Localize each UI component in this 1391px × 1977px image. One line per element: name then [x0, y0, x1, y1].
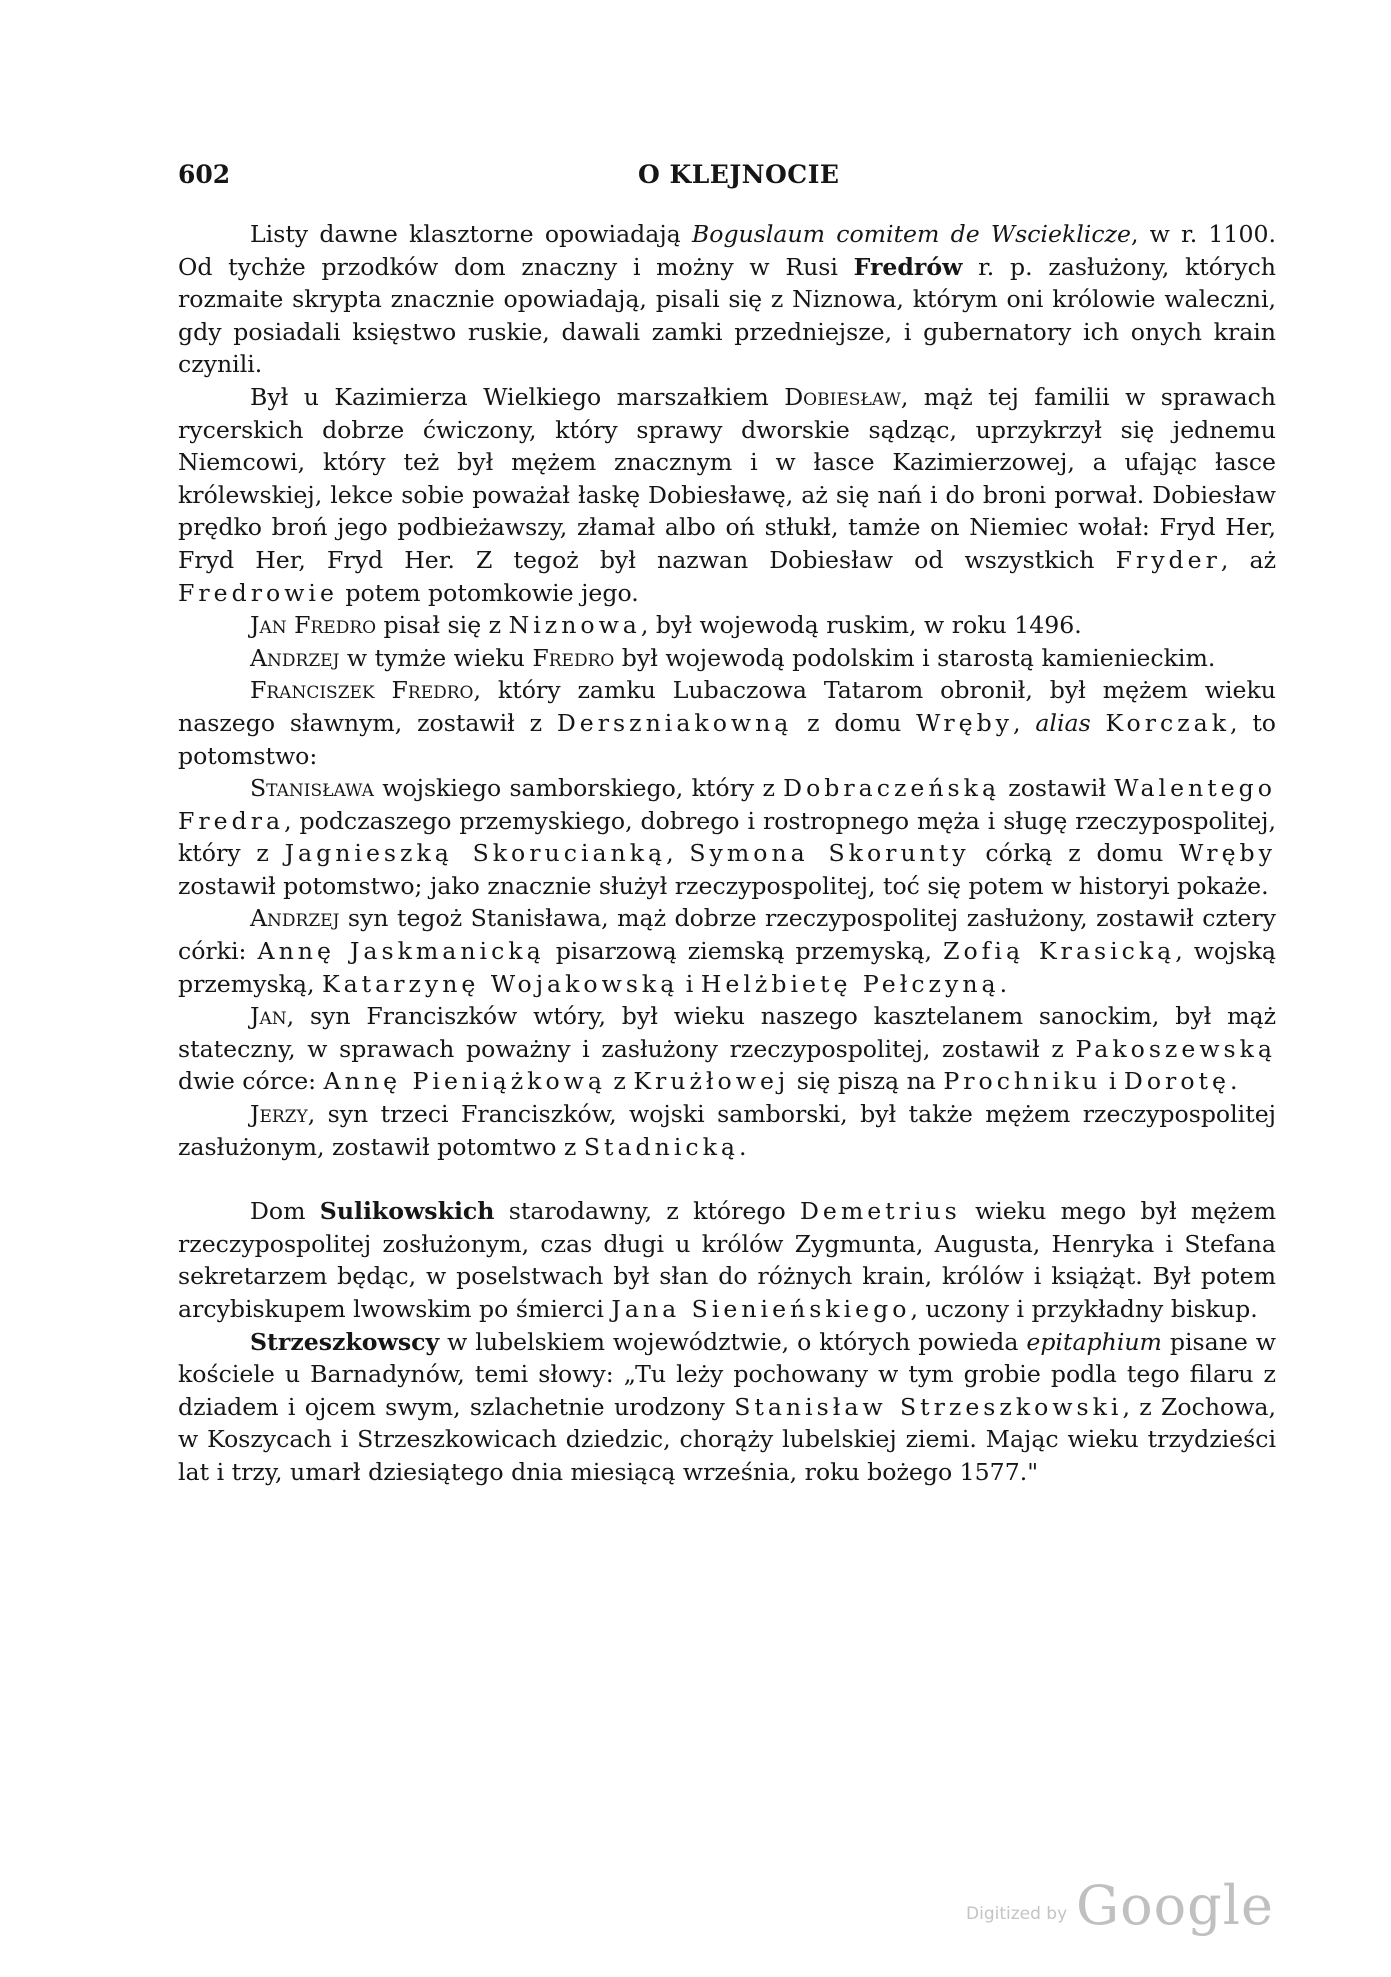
spaced-name: Prochniku — [943, 1067, 1102, 1096]
person-name: Andrzej — [250, 904, 340, 933]
paragraph — [178, 902, 1276, 1000]
family-name: Sulikowskich — [319, 1197, 495, 1226]
person-name: Jan Fredro — [250, 611, 377, 640]
spaced-name: Annę Pieniążkową — [323, 1067, 606, 1096]
spaced-name: Niznowa — [508, 611, 641, 640]
spaced-name: Stadnicką — [583, 1132, 739, 1161]
text-run: z domu — [792, 708, 917, 737]
text-run: wieku mego był mężem rzeczypospolitej zosłużonym, czas długi u królów Zygmunta, Augusta, Henryka i Stefana sekretarzem będąc, w poselstwach był słan do różnych krain, królów i książąt. Był potem arcybiskupem lwowskim po śmierci — [178, 1197, 1276, 1323]
spaced-name: Derszniakowną — [556, 708, 793, 737]
text-run: , który zamku Lubaczowa Tatarom obronił, był mężem wieku naszego sławnym, zostawił z — [178, 676, 1277, 737]
paragraph — [178, 642, 1276, 675]
text-run: starodawny, z którego — [494, 1197, 800, 1226]
family-name: Fredrów — [853, 252, 963, 281]
text-run: i — [1101, 1067, 1124, 1096]
text-run: , wojską przemyską, — [178, 937, 1276, 998]
text-run: Dom — [250, 1197, 320, 1226]
text-run: , mąż tej familii w sprawach rycerskich dobrze ćwiczony, który sprawy dworskie sądząc, uprzykrzył się jednemu Niemcowi, który też był mężem znacznym i w łasce Kazimierzowej, a ufając łasce królewskiej, lekce sobie poważał łaskę Dobiesławę, aż się nań i do broni porwał. Dobiesław prędko broń jego podbieżawszy, złamał albo oń stłukł, tamże on Niemiec wołał: Fryd Her, Fryd Her, Fryd Her. Z tegoż był nazwan Dobiesław od wszystkich — [178, 382, 1276, 574]
family-name: Strzeszkowscy — [250, 1327, 440, 1356]
text-run: Był u Kazimierza Wielkiego marszałkiem — [250, 382, 785, 411]
spaced-name: Walentego Fredra — [178, 774, 1276, 835]
body-text — [178, 218, 1276, 1489]
text-run: , — [1013, 708, 1036, 737]
page-header — [178, 160, 1278, 196]
paragraph — [178, 381, 1276, 609]
person-name: Jerzy — [250, 1100, 308, 1129]
spaced-name: Korczak — [1105, 708, 1230, 737]
spaced-name: Fryder — [1115, 545, 1221, 574]
person-name: Franciszek Fredro — [250, 676, 474, 705]
spaced-name: Wręby — [916, 708, 1014, 737]
person-name: Dobiesław — [784, 382, 901, 411]
person-name: Jan — [250, 1002, 287, 1031]
text-run: pisarzową ziemską przemyską, — [544, 937, 944, 966]
spaced-name: Zofią Krasicką — [943, 937, 1176, 966]
spaced-name: Dorotę — [1123, 1067, 1230, 1096]
spaced-name: Pakoszewską — [1075, 1034, 1276, 1063]
spaced-name: Fredrowie — [178, 578, 338, 607]
italic-phrase: alias — [1035, 708, 1091, 737]
text-run: się piszą na — [789, 1067, 944, 1096]
text-run: , syn Franciszków wtóry, był wieku naszego kasztelanem sanockim, był mąż stateczny, w sprawach poważny i zasłużony rzeczypospolitej, zostawił z — [178, 1002, 1276, 1063]
running-head: O KLEJNOCIE — [638, 160, 840, 189]
text-run — [1091, 709, 1106, 737]
spaced-name: Jana Sienieńskiego — [611, 1295, 911, 1323]
text-run: syn tegoż Stanisława, mąż dobrze rzeczypospolitej zasłużony, zostawił cztery córki: — [178, 904, 1276, 966]
watermark-prefix: Digitized by — [966, 1904, 1068, 1924]
google-watermark — [966, 1874, 1274, 1944]
text-run: i — [678, 969, 701, 998]
paragraph — [178, 674, 1276, 772]
text-run: , — [666, 839, 690, 868]
text-run: , z Zochowa, w Koszycach i Strzeszkowicach dziedzic, chorąży lubelskiej ziemi. Mając wieku trzydzieści lat i trzy, umarł dziesiątego dnia miesiącą września, roku bożego 1577." — [178, 1392, 1276, 1486]
text-run: , syn trzeci Franciszków, wojski samborski, był także mężem rzeczypospolitej zasłużonym, zostawił potomtwo z — [178, 1100, 1276, 1161]
italic-phrase: epitaphium — [1026, 1327, 1162, 1356]
person-name: Fredro — [532, 643, 615, 672]
paragraph — [178, 1098, 1276, 1163]
spaced-name: Stanisław Strzeszkowski — [734, 1392, 1123, 1421]
text-run: wojskiego samborskiego, który z — [373, 774, 784, 803]
spaced-name: Jagnieszką Skorucianką — [284, 839, 667, 868]
text-run: , był wojewodą ruskim, w roku 1496. — [640, 611, 1082, 640]
text-run: , w r. 1100. Od tychże przodków dom znaczny i możny w Rusi — [178, 220, 1276, 281]
text-run: potem potomkowie jego. — [337, 578, 639, 607]
page-number: 602 — [178, 160, 231, 189]
text-run: , aż — [1220, 545, 1276, 574]
text-run: dwie córce: — [178, 1067, 324, 1096]
text-run: . — [738, 1132, 747, 1161]
text-run: pisał się z — [376, 611, 509, 640]
google-logo: Google — [1076, 1874, 1274, 1937]
text-run: był wojewodą podolskim i starostą kamienieckim. — [614, 643, 1216, 672]
text-run: r. p. zasłużony, których rozmaite skrypta znacznie opowiadają, pisali się z Niznowa, którym oni królowie waleczni, gdy posiadali księstwo ruskie, dawali zamki przedniejsze, i gubernatory ich onych krain czynili. — [178, 252, 1277, 379]
spaced-name: Katarzynę Wojakowską — [321, 969, 679, 998]
paragraph — [178, 218, 1276, 381]
text-run: Listy dawne klasztorne opowiadają — [250, 220, 692, 248]
text-run: , uczony i przykładny biskup. — [910, 1295, 1258, 1323]
text-run: . — [999, 969, 1008, 998]
person-name: Stanisława — [250, 774, 374, 803]
text-run: , podczaszego przemyskiego, dobrego i rostropnego męża i sługę rzeczypospolitej, który z — [178, 806, 1276, 868]
text-run: zostawił — [1000, 774, 1115, 803]
paragraph — [178, 1000, 1276, 1098]
spaced-name: Krużłowej — [633, 1067, 790, 1096]
paragraph — [178, 1326, 1276, 1489]
spaced-name: Annę Jaskmanicką — [257, 937, 545, 966]
paragraph — [178, 772, 1276, 902]
text-run: zostawił potomstwo; jako znacznie służył rzeczypospolitej, toć się potem w historyi pokaże. — [178, 871, 1269, 900]
paragraph — [178, 1195, 1276, 1325]
spaced-name: Demetrius — [799, 1197, 961, 1226]
text-run: w lubelskiem województwie, o których powieda — [439, 1327, 1027, 1356]
text-run: , to potomstwo: — [178, 708, 1277, 770]
spaced-name: Helżbietę Pełczyną — [700, 969, 1000, 998]
text-run: . — [1229, 1067, 1238, 1096]
text-run: w tymże wieku — [339, 643, 533, 672]
person-name: Andrzej — [250, 643, 340, 672]
paragraph — [178, 609, 1276, 642]
text-run: z — [605, 1067, 634, 1096]
spaced-name: Wręby — [1179, 839, 1276, 868]
text-run: pisane w kościele u Barnadynów, temi słowy: „Tu leży pochowany w tym grobie podla tego filaru z dziadem i ojcem swym, szlachetnie urodzony — [178, 1327, 1277, 1421]
spaced-name: Dobraczeńską — [783, 774, 1001, 803]
text-run: córką z domu — [969, 839, 1180, 868]
spaced-name: Symona Skorunty — [689, 839, 970, 868]
italic-phrase: Boguslaum comitem de Wscieklicze — [691, 220, 1131, 248]
